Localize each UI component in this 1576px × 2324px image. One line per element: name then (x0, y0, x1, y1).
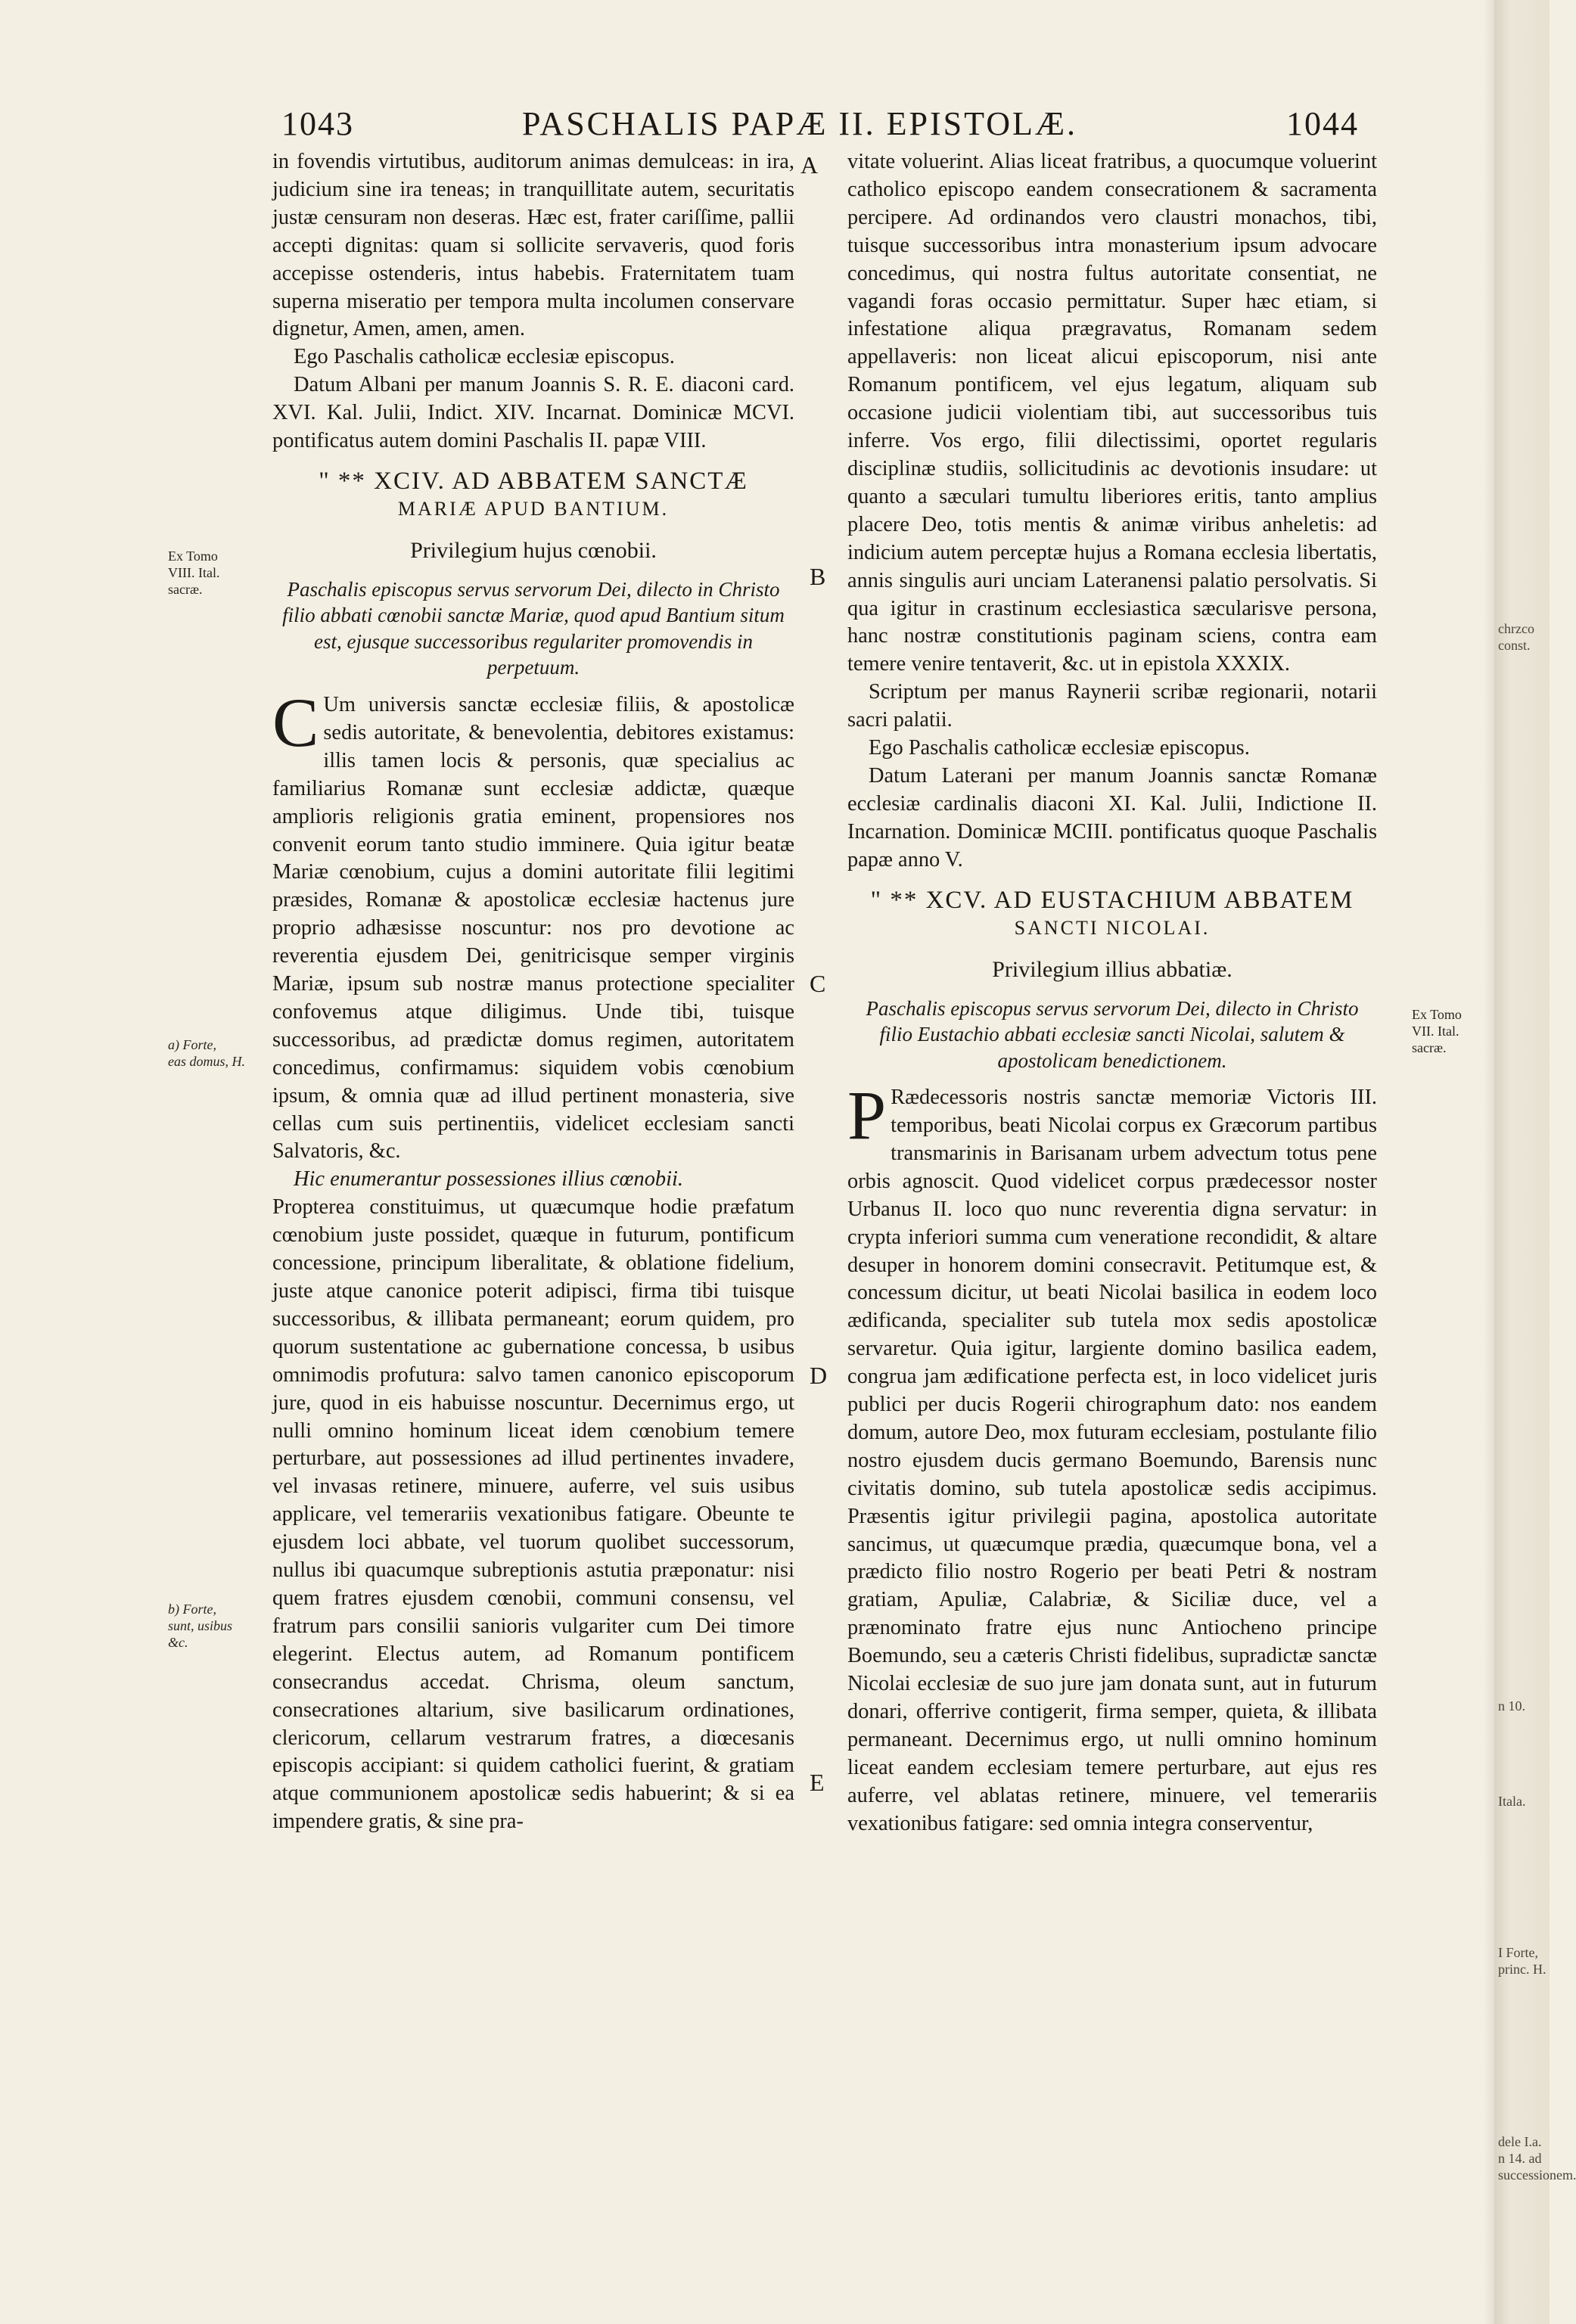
letter-xcv-address: Paschalis episcopus servus servorum Dei, dilecto in Christo filio Eustachio abbati ecclesiæ sancti Nicolai, salutem & apostolicam benedictionem. (866, 996, 1359, 1072)
neighbor-fragment-5: dele I.a. n 14. ad successionem. (1498, 2134, 1576, 2183)
left-datum: Datum Albani per manum Joannis S. R. E. diaconi card. XVI. Kal. Julii, Indict. XIV. Incarnat. Dominicæ MCVI. pontificatus autem domini Paschalis II. papæ VIII. (272, 373, 794, 453)
right-body-1: vitate voluerint. Alias liceat fratribus, a quocumque voluerint catholico episcopo eandem consecrationem & sacramenta percipere. Ad ordinandos vero claustri monachos, tibi, tuisque successoribus intra monasterium ipsum advocare concedimus, qui nostra fultus autoritate consentiat, ne vagandi foras occasio permittatur. Super hæc etiam, si infestatione aliqua prægravatus, Romanam sedem appellaveris: non liceat alicui episcoporum, nisi ante Romanum pontificem, vel ejus legatum, aliquam sub occasione judicii violentiam tibi, aut successoribus tuis inferre. Vos ergo, filii dilectissimi, oportet regularis disciplinæ studiis, sollicitudinis ac devotionis insudare: ut quanto a sæculari tumultu liberiores eritis, tanto amplius placere Deo, totis mentis & animæ viribus anheletis: ad indicium autem perceptæ hujus a Romana ecclesia libertatis, annis singulis auri unciam Lateranensi palatio persolvatis. Si qua igitur in crastinum ecclesiastica sæcularisve persona, hanc nostræ constitutionis paginam sciens, contra eam temere venire tentaverit, &c. ut in epistola XXXIX. (847, 150, 1377, 676)
page-number-right: 1044 (1286, 105, 1359, 142)
right-signature: Ego Paschalis catholicæ ecclesiæ episcopus. (869, 736, 1250, 760)
right-text-column (847, 148, 1377, 1838)
left-signature: Ego Paschalis catholicæ ecclesiæ episcopus. (294, 345, 675, 369)
letter-xciv-address: Paschalis episcopus servus servorum Dei, dilecto in Christo filio abbati cœnobii sanctæ Mariæ, quod apud Bantium situm est, ejusque successoribus regulariter promovendis in perpetuum. (282, 577, 785, 679)
margin-letter-a: A (800, 151, 819, 179)
page-number-left: 1043 (281, 105, 354, 142)
marginal-source-note-right: Ex Tomo VII. Ital. sacræ. (1412, 1007, 1462, 1055)
neighbor-fragment-4: I Forte, princ. H. (1498, 1945, 1546, 1977)
letter-xciv-body-1: Um universis sanctæ ecclesiæ filiis, & apostolicæ sedis autoritate, & benevolentia, debitores existamus: illis tamen locis & personis, quæ specialius ac familiarius Romanæ sunt ecclesiæ addictæ, quæque amplioris religionis gratia eminent, propensiores nos convenit eorum tanto studio imminere. Quia igitur beatæ Mariæ cœnobium, cujus a domini autoritate filii legitimi præsides, Romanæ & apostolicæ ecclesiæ hactenus jure proprio adhæsisse noscuntur: nos pro devotione ac reverentia ejusdem Dei, genitricisque semper virginis Mariæ, ipsum sub nostræ manus protectione specialiter confovemus atque diligimus. Unde tibi, tuisque successoribus, ad prædictæ domus regimen, autoritatem concedimus, confirmamus: siquidem vobis cœnobium ipsum, & omnia quæ ad illud pertinent monasteria, sive cellas cum suis pertinentiis, videlicet ecclesiam sancti Salvatoris, &c. (272, 692, 794, 1164)
marginal-source-note-left: Ex Tomo VIII. Ital. sacræ. (168, 548, 220, 597)
letter-xcv-dropcap: P (847, 1077, 887, 1154)
letter-xcv-privilege-title: Privilegium illius abbatiæ. (992, 956, 1233, 982)
left-opening-text: in fovendis virtutibus, auditorum animas demulceas: in ira, judicium sine ira teneas; in tranquillitate autem, securitatis justæ censuram non deseras. Hæc est, frater cariſſime, pallii accepti dignitas: quam si sollicite servaveris, quod foris accepisse ostenderis, intus habebis. Fraternitatem tuam superna miseratio per tempora multa incolumen conservare dignetur, Amen, amen, amen. (272, 150, 794, 341)
letter-xcv-subheading: SANCTI NICOLAI. (1014, 916, 1211, 939)
marginal-footnote-b: b) Forte, sunt, usibus &c. (168, 1602, 233, 1650)
margin-letter-d: D (810, 1362, 828, 1389)
neighbor-fragment-3: Itala. (1498, 1794, 1526, 1809)
left-text-column (272, 148, 794, 1836)
letter-xcv-body: Rædecessoris nostris sanctæ memoriæ Victoris III. temporibus, beati Nicolai corpus ex Græcorum partibus transmarinis in Barisanam urbem advectum totus pene orbis agnoscit. Quod videlicet corpus prædecessor noster Urbanus II. loco quo nunc reverentia digna servatur: in crypta inferiori summa cum veneratione recondidit, & altare desuper in honorem domini consecravit. Petitumque est, & concessum dicitur, ut beati Nicolai basilica in eodem loco ædificanda, specialiter sub tutela mox sedis apostolicæ servaretur. Quia igitur, largiente domino basilica eadem, congrua jam ædificatione perfecta est, in loco videlicet juris publici per ducis Rogerii chirographum dato: nos eandem domum, autore Deo, mox futuram ecclesiam, postulante filio nostro ejusdem ducis germano Boemundo, Barensis nunc civitatis domino, sub tutela apostolicæ sedis accipimus. Præsentis igitur privilegii pagina, apostolica autoritate sancimus, ut quæcumque prædia, quæcumque bona, vel a prædicto filio nostro Rogerio per beati Petri & nostram gratiam, Apuliæ, Calabriæ, & Siciliæ duce, vel a prænominato fratre ejus nunc Antiocheno principe Boemundo, seu a cæteris Christi fidelibus, supradictæ sanctæ Nicolai ecclesiæ de suo jure jam donata sunt, aut in futurum donari, offerrive contigerit, firma semper, quieta, & illibata permaneant. Decernimus ergo, ut nulli omnino hominum liceat eandem ecclesiam temere perturbare, aut ejus res auferre, vel ablatas retinere, minuere, vel temerariis vexationibus fatigare: sed omnia integra conserventur, (847, 1086, 1377, 1835)
margin-letter-e: E (810, 1769, 825, 1796)
letter-xciv-dropcap: C (272, 683, 319, 761)
running-title: PASCHALIS PAPÆ II. EPISTOLÆ. (522, 105, 1078, 142)
neighbor-fragment-2: n 10. (1498, 1698, 1525, 1713)
letter-xciv-enumeration: Hic enumerantur possessiones illius cœnobii. (294, 1167, 683, 1192)
letter-xciv-privilege-title: Privilegium hujus cœnobii. (410, 537, 657, 563)
margin-letter-b: B (810, 563, 826, 590)
right-datum: Datum Laterani per manum Joannis sanctæ Romanæ ecclesiæ cardinalis diaconi XI. Kal. Julii, Indictione II. Incarnation. Dominicæ MCIII. pontificatus quoque Paschalis papæ anno V. (847, 763, 1377, 872)
neighbor-fragment-1: chrzco const. (1498, 621, 1534, 653)
letter-xciv-subheading: MARIÆ APUD BANTIUM. (397, 497, 670, 520)
letter-xciv-body-2: Propterea constituimus, ut quæcumque hodie præfatum cœnobium juste possidet, quæque in futurum, pontificum concessione, principum liberalitate, & oblatione fidelium, juste atque canonice poterit adipisci, firma tibi tuisque successoribus, & illibata permaneant; eorum quidem, pro quorum sustentatione ac gubernatione concessa, b usibus omnimodis profutura: salvo tamen canonico episcoporum jure, quod in eis habuisse noscuntur. Decernimus ergo, ut nulli omnino hominum liceat idem cœnobium temere perturbare, aut possessiones ad illud pertinentes invadere, vel invasas retinere, minuere, auferre, vel suis usibus applicare, vel temerariis vexationibus fatigare. Obeunte te ejusdem loci abbate, vel tuorum quolibet successorum, nullus ibi quacumque subreptionis astutia præponatur: nisi quem fratres ejusdem cœnobii, communi consensu, vel fratrum pars consilii sanioris vulgariter cum Dei timore elegerint. Electus autem, ad Romanum pontificem consecrandus accedat. Chrisma, oleum sanctum, consecrationes altarium, sive basilicarum ordinationes, clericorum, cellarum vestrarum fratres, a diœcesanis episcopis accipiant: si quidem catholici fuerint, & gratiam atque communionem apostolicæ sedis habuerint; & si ea impendere gratis, & sine pra- (272, 1195, 794, 1834)
marginal-footnote-a: a) Forte, eas domus, H. (168, 1037, 245, 1069)
letter-xcv-heading: " ** XCV. AD EUSTACHIUM ABBATEM (870, 886, 1354, 914)
margin-letter-c: C (810, 970, 826, 997)
right-scriptum: Scriptum per manus Raynerii scribæ regionarii, notarii sacri palatii. (847, 680, 1377, 732)
letter-xciv-heading: " ** XCIV. AD ABBATEM SANCTÆ (319, 467, 748, 495)
